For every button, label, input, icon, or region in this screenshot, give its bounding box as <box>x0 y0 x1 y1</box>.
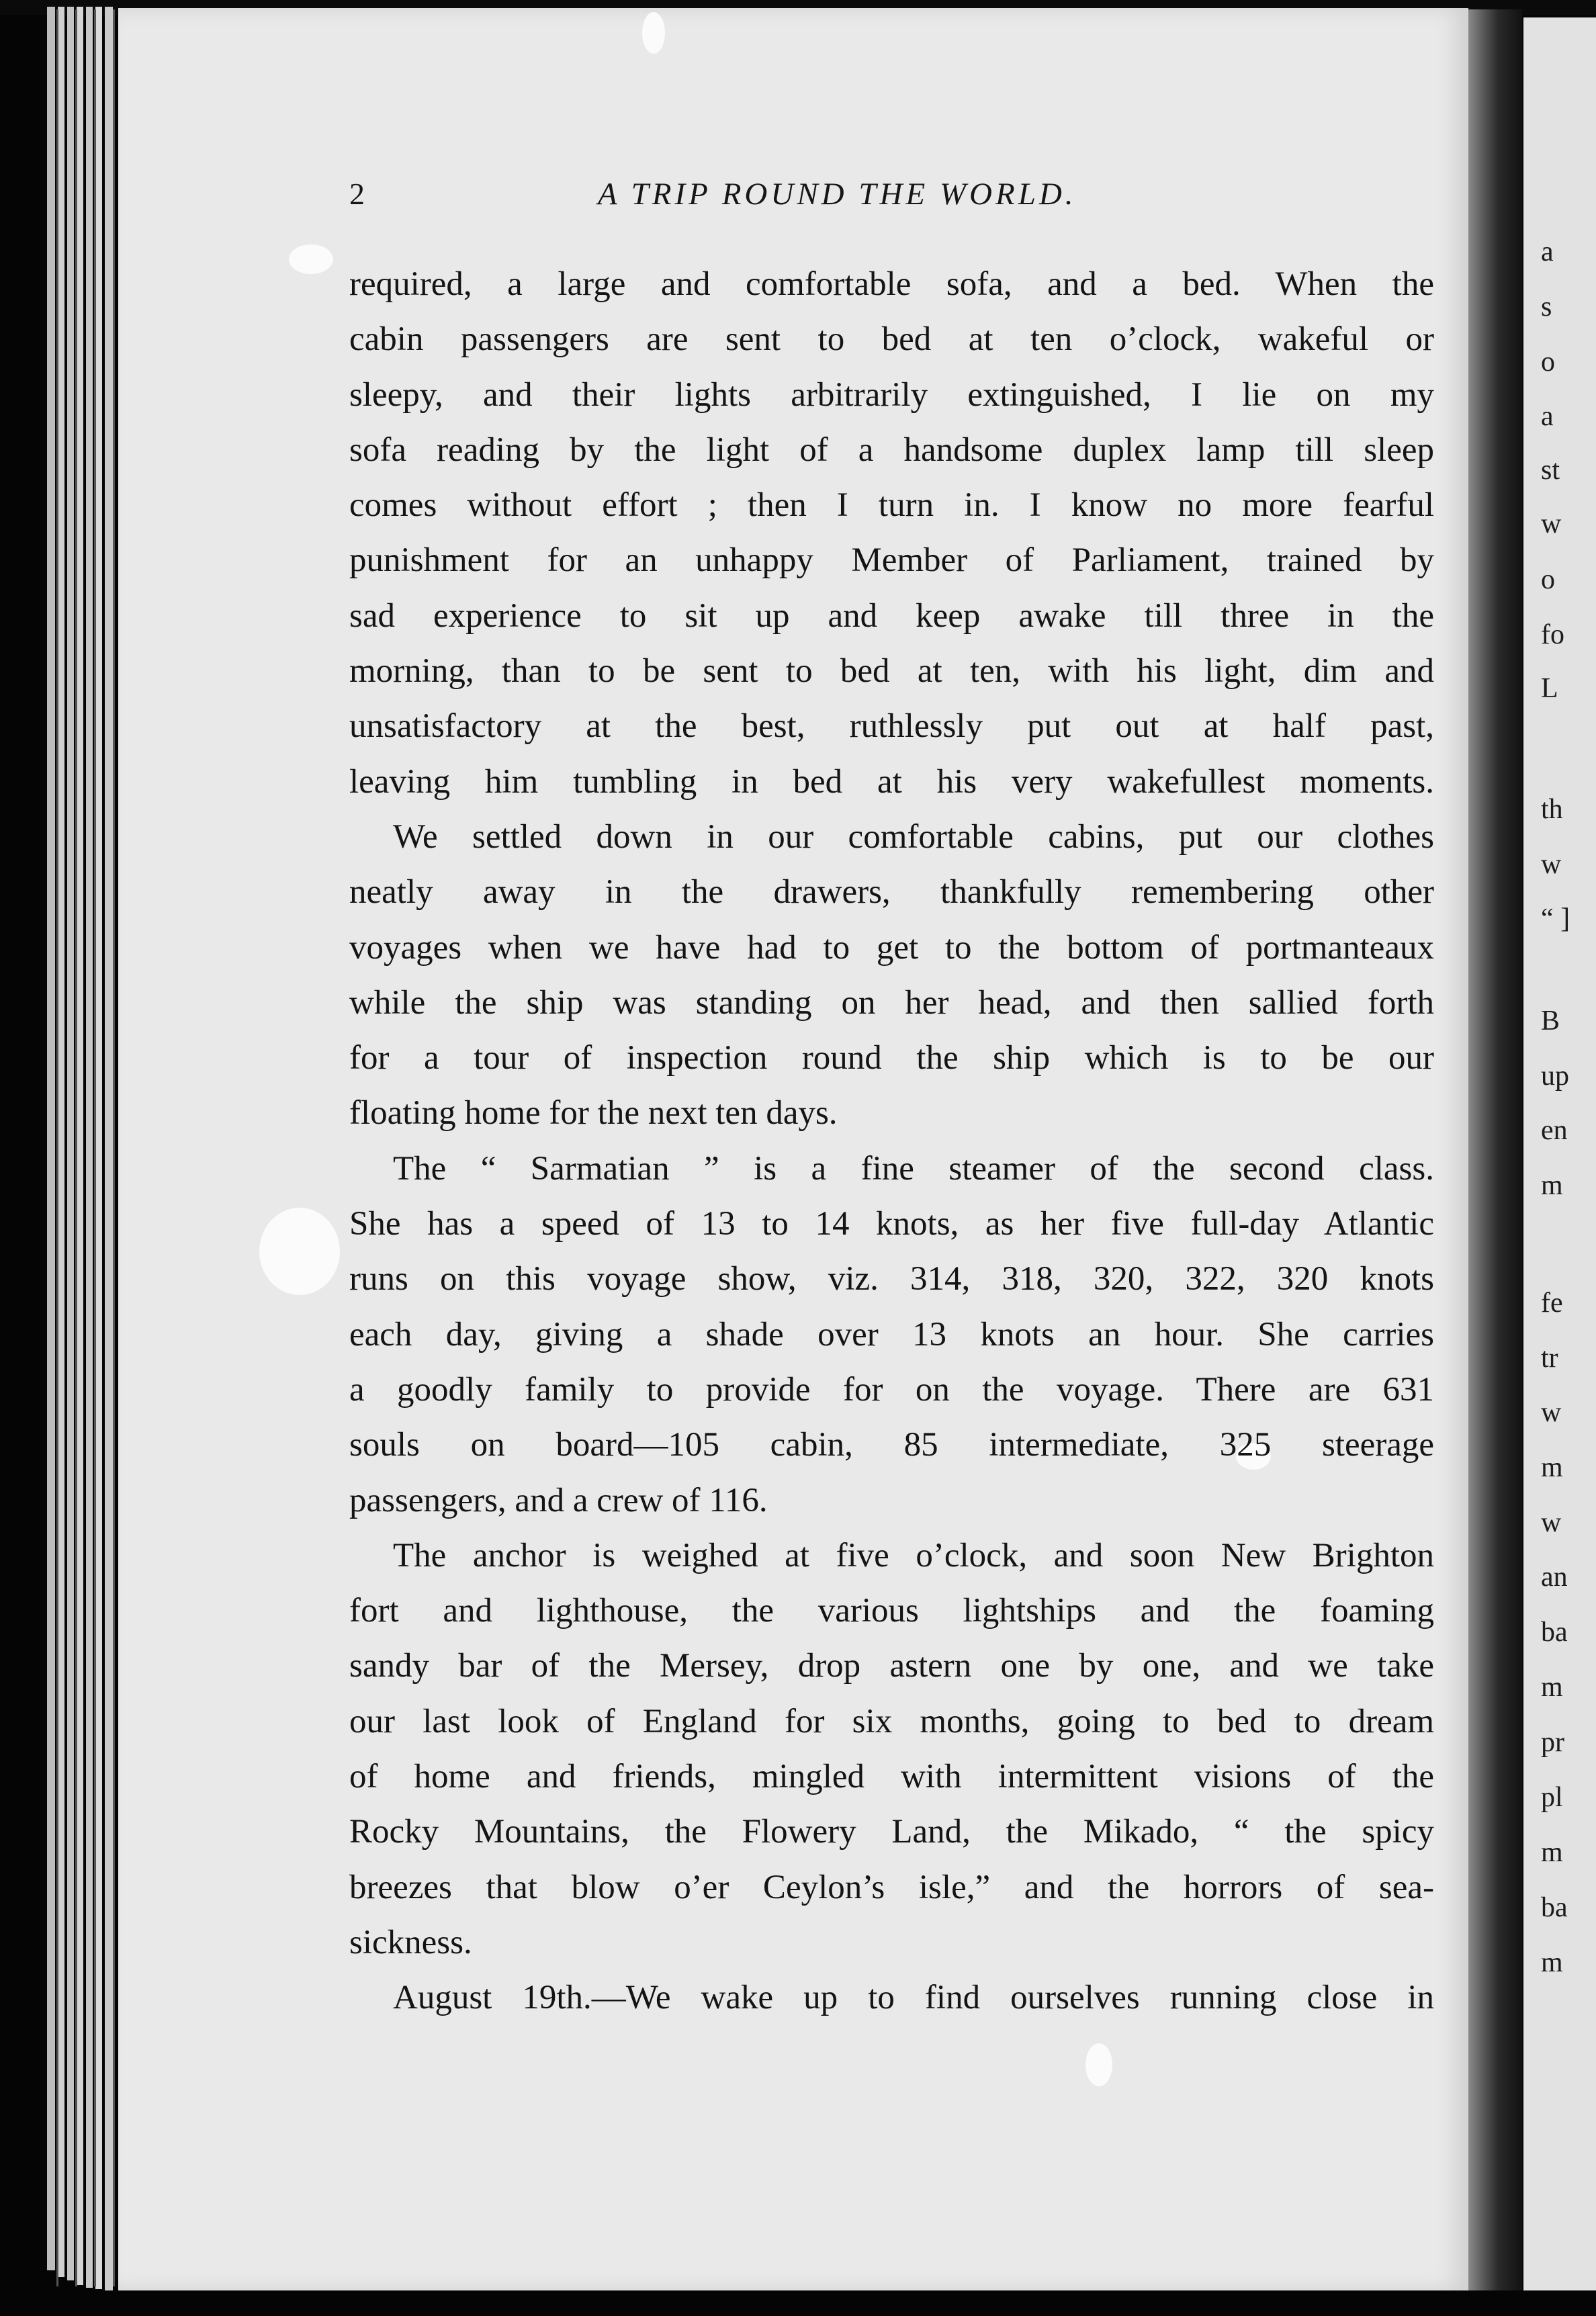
text-line: of home and friends, mingled with intermittent visions of the <box>349 1758 1434 1796</box>
facing-page-fragment: s <box>1541 292 1552 322</box>
paper-blemish <box>289 244 333 274</box>
facing-page-fragment: st <box>1541 455 1560 486</box>
page-edge <box>105 7 113 2290</box>
facing-page-fragment: ba <box>1541 1617 1568 1648</box>
facing-page-fragment: en <box>1541 1115 1568 1146</box>
facing-page-fragment: a <box>1541 236 1554 267</box>
text-line: comes without effort ; then I turn in. I know no more fearful <box>349 486 1434 525</box>
paper-blemish <box>642 12 665 54</box>
text-line: a goodly family to provide for on the voyage. There are 631 <box>349 1370 1434 1409</box>
facing-page-fragment: pr <box>1541 1727 1564 1758</box>
paper-blemish <box>1085 2043 1112 2086</box>
facing-page-fragment: w <box>1541 1397 1562 1428</box>
page-edge <box>67 7 74 2280</box>
facing-page-fragment: fe <box>1541 1288 1563 1319</box>
page-edge-line <box>56 9 58 2286</box>
text-line: passengers, and a crew of 116. <box>349 1481 768 1519</box>
page-edge <box>77 7 83 2285</box>
text-line: We settled down in our comfortable cabins, put our clothes <box>393 817 1434 856</box>
facing-page-fragment: a <box>1541 401 1554 432</box>
text-line: The “ Sarmatian ” is a fine steamer of the second class. <box>393 1149 1434 1188</box>
facing-page-fragment: o <box>1541 564 1555 595</box>
facing-page-fragment: ba <box>1541 1892 1568 1923</box>
facing-page-fragment: w <box>1541 1507 1562 1538</box>
text-line: fort and lighthouse, the various lightships and the foaming <box>349 1592 1434 1630</box>
facing-page-fragment: an <box>1541 1562 1568 1593</box>
facing-page-fragment: w <box>1541 508 1562 539</box>
facing-page-fragment: “ ] <box>1541 903 1570 934</box>
text-line: sickness. <box>349 1923 472 1961</box>
running-head: A TRIP ROUND THE WORLD. <box>598 177 1077 212</box>
scan-bottom-border <box>0 2290 1596 2316</box>
facing-page-fragment: m <box>1541 1452 1563 1483</box>
facing-page-edge <box>1523 17 1596 2290</box>
facing-page-fragment: up <box>1541 1061 1569 1092</box>
text-line: neatly away in the drawers, thankfully remembering other <box>349 873 1434 911</box>
text-line: sad experience to sit up and keep awake till three in the <box>349 596 1434 635</box>
facing-page-fragment: tr <box>1541 1343 1558 1374</box>
text-line: August 19th.—We wake up to find ourselves running close in <box>393 1979 1434 2017</box>
text-line: breezes that blow o’er Ceylon’s isle,” and the horrors of sea- <box>349 1868 1434 1906</box>
facing-page-fragment: o <box>1541 347 1555 377</box>
page-edge-line <box>75 9 77 2286</box>
text-line: She has a speed of 13 to 14 knots, as her five full-day Atlantic <box>349 1205 1434 1243</box>
text-line: unsatisfactory at the best, ruthlessly put out at half past, <box>349 707 1434 746</box>
facing-page-fragment: B <box>1541 1006 1560 1036</box>
book-gutter <box>1468 9 1522 2290</box>
facing-page-fragment: fo <box>1541 619 1564 650</box>
facing-page-fragment: m <box>1541 1947 1563 1978</box>
facing-page-fragment: m <box>1541 1837 1563 1868</box>
text-line: each day, giving a shade over 13 knots an hour. She carries <box>349 1315 1434 1353</box>
text-line: souls on board—105 cabin, 85 intermediate, 325 steerage <box>349 1426 1434 1464</box>
text-line: our last look of England for six months, going to bed to dream <box>349 1702 1434 1740</box>
text-line: sandy bar of the Mersey, drop astern one by one, and we take <box>349 1647 1434 1685</box>
text-line: while the ship was standing on her head, and then sallied forth <box>349 983 1434 1022</box>
text-line: punishment for an unhappy Member of Parliament, trained by <box>349 541 1434 580</box>
text-line: cabin passengers are sent to bed at ten o’clock, wakeful or <box>349 320 1434 359</box>
text-line: The anchor is weighed at five o’clock, and soon New Brighton <box>393 1536 1434 1574</box>
page-edge <box>47 7 55 2270</box>
page-edge <box>58 7 64 2277</box>
text-line: voyages when we have had to get to the bottom of portmanteaux <box>349 928 1434 967</box>
page-edge <box>95 7 102 2289</box>
facing-page-fragment: m <box>1541 1170 1563 1201</box>
facing-page-fragment: th <box>1541 794 1563 825</box>
facing-page-fragment: w <box>1541 849 1562 880</box>
page-edge-line <box>94 9 96 2286</box>
body-text <box>349 257 1434 2026</box>
text-line: sleepy, and their lights arbitrarily extinguished, I lie on my <box>349 375 1434 414</box>
text-line: morning, than to be sent to bed at ten, with his light, dim and <box>349 652 1434 691</box>
text-line: Rocky Mountains, the Flowery Land, the Mikado, “ the spicy <box>349 1813 1434 1851</box>
page-edge <box>86 7 93 2288</box>
facing-page-fragment: m <box>1541 1672 1563 1703</box>
text-line: runs on this voyage show, viz. 314, 318, 320, 322, 320 knots <box>349 1260 1434 1298</box>
paper-blemish <box>259 1208 340 1295</box>
facing-page-fragment: L <box>1541 673 1558 704</box>
text-line: sofa reading by the light of a handsome duplex lamp till sleep <box>349 431 1434 469</box>
page-edge-line <box>113 9 115 2286</box>
text-line: leaving him tumbling in bed at his very wakefullest moments. <box>349 762 1434 801</box>
text-line: floating home for the next ten days. <box>349 1094 838 1132</box>
page-number: 2 <box>349 177 365 211</box>
text-line: required, a large and comfortable sofa, and a bed. When the <box>349 265 1434 303</box>
text-line: for a tour of inspection round the ship which is to be our <box>349 1039 1434 1077</box>
facing-page-fragment: pl <box>1541 1782 1563 1813</box>
